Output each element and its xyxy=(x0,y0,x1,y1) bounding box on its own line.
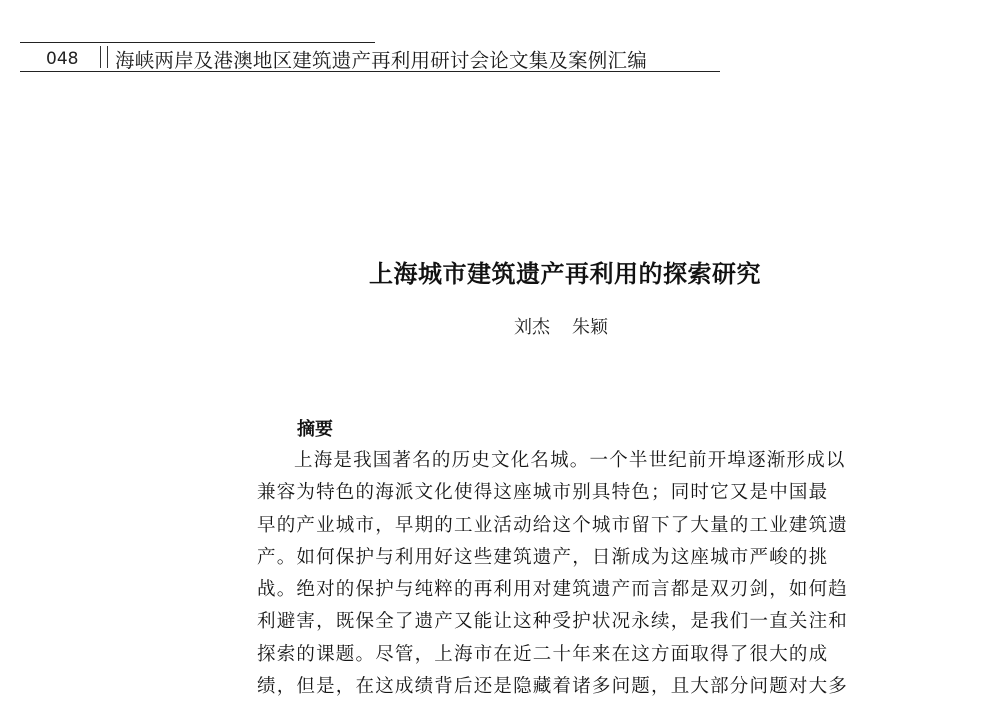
abstract-line: 兼容为特色的海派文化使得这座城市别具特色；同时它又是中国最 xyxy=(257,482,829,504)
abstract-body xyxy=(257,445,897,703)
abstract-heading: 摘要 xyxy=(297,419,333,440)
header-rule-top xyxy=(20,42,375,43)
page-number: 048 xyxy=(46,49,79,69)
paper-title: 上海城市建筑遗产再利用的探索研究 xyxy=(369,260,761,288)
abstract-line: 利避害，既保全了遗产又能让这种受护状况永续，是我们一直关注和 xyxy=(257,611,849,633)
author-name: 刘杰 xyxy=(514,317,550,338)
abstract-line: 战。绝对的保护与纯粹的再利用对建筑遗产而言都是双刃剑，如何趋 xyxy=(257,579,849,601)
author-name: 朱颖 xyxy=(572,317,608,338)
author-list xyxy=(514,313,608,339)
abstract-line: 探索的课题。尽管，上海市在近二十年来在这方面取得了很大的成 xyxy=(257,643,829,665)
abstract-line: 早的产业城市，早期的工业活动给这个城市留下了大量的工业建筑遗 xyxy=(257,514,849,536)
running-header xyxy=(20,40,730,74)
abstract-line: 产。如何保护与利用好这些建筑遗产，日渐成为这座城市严峻的挑 xyxy=(257,546,829,568)
header-rule-bottom xyxy=(20,71,720,72)
abstract-line: 上海是我国著名的历史文化名城。一个半世纪前开埠逐渐形成以 xyxy=(294,450,846,471)
abstract-line: 绩，但是，在这成绩背后还是隐藏着诸多问题，且大部分问题对大多 xyxy=(257,676,849,698)
header-separator xyxy=(100,46,108,68)
book-title: 海峡两岸及港澳地区建筑遗产再利用研讨会论文集及案例汇编 xyxy=(115,49,647,72)
